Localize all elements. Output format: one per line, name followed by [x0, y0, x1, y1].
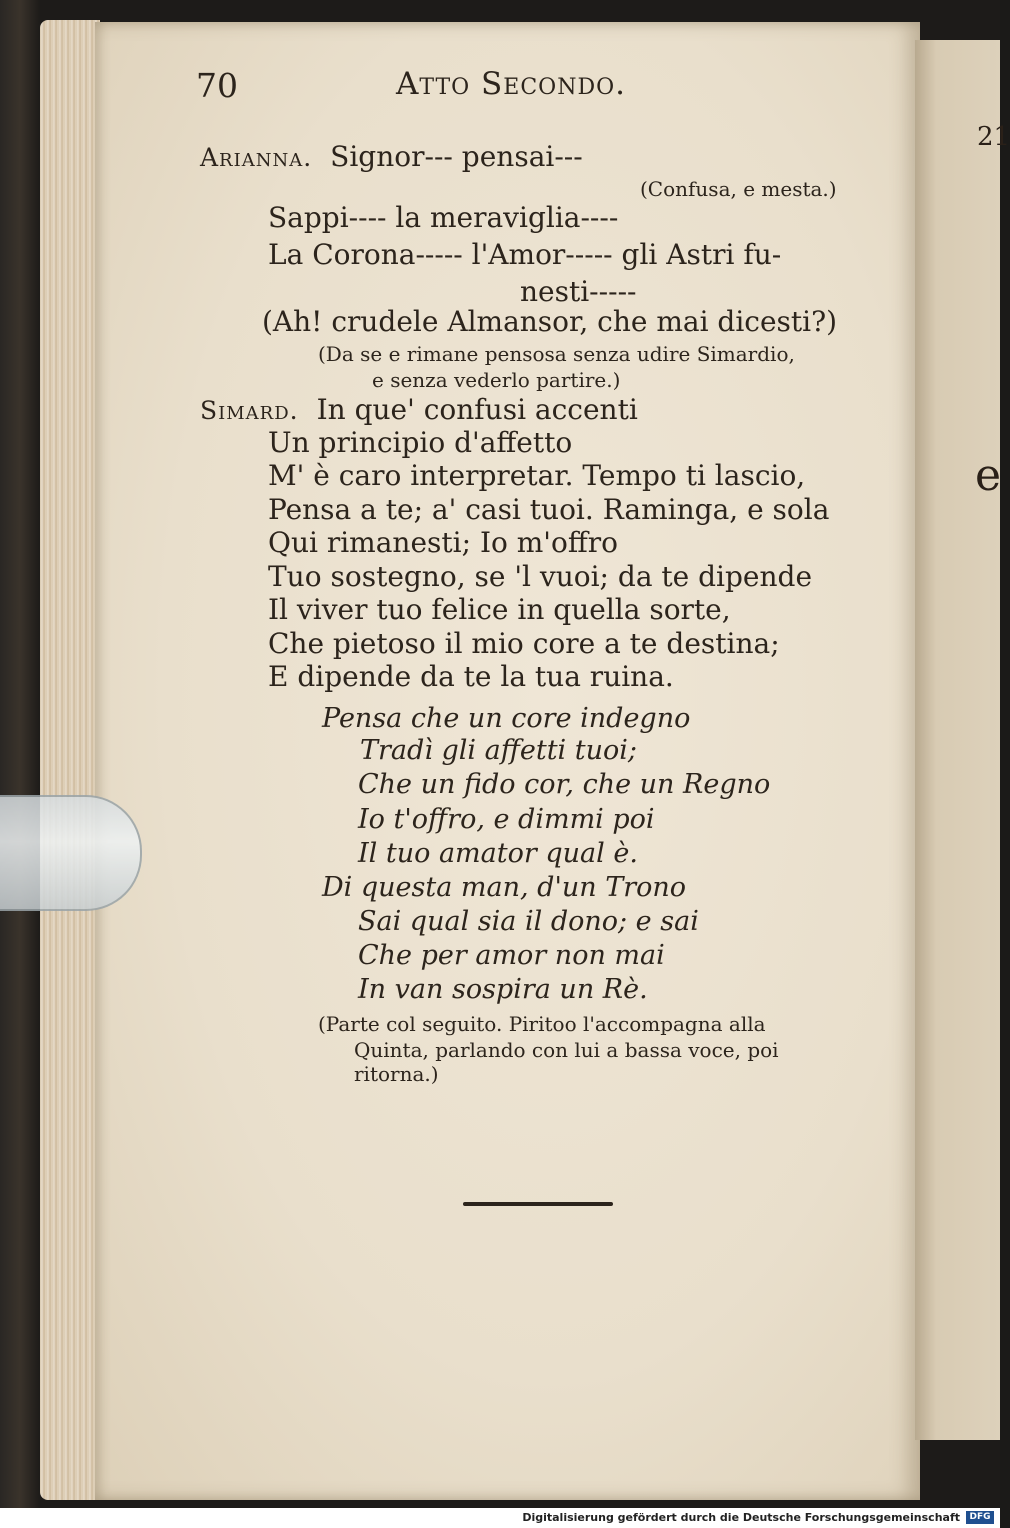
line-16: Che pietoso il mio core a te destina;	[268, 627, 780, 660]
page-number: 70	[196, 66, 238, 105]
page-header	[196, 66, 846, 110]
stage-direction: (Confusa, e mesta.)	[640, 177, 837, 201]
facing-page-number-fragment: 21	[977, 122, 1010, 152]
digitization-footer	[0, 1508, 1000, 1528]
line-10: Un principio d'affetto	[268, 426, 573, 459]
stage-direction: (Da se e rimane pensosa senza udire Simardio,	[318, 342, 795, 366]
stage-direction: ritorna.)	[354, 1062, 439, 1086]
line-12: Pensa a te; a' casi tuoi. Raminga, e sola	[268, 493, 830, 526]
line-4: La Corona----- l'Amor----- gli Astri fu-	[268, 238, 782, 271]
stage-direction: (Parte col seguito. Piritoo l'accompagna alla	[318, 1012, 766, 1036]
aria-line-5: Il tuo amator qual è.	[358, 838, 638, 869]
aria-line-2: Tradì gli affetti tuoi;	[360, 735, 638, 766]
line-text: In que' confusi accenti	[316, 393, 638, 426]
aria-line-4: Io t'offro, e dimmi poi	[358, 804, 655, 835]
speaker-name: Simard.	[200, 396, 299, 425]
page-clip	[0, 795, 142, 911]
book-fore-edge	[40, 20, 100, 1500]
running-head: Atto Secondo.	[396, 66, 626, 102]
line-9	[200, 393, 638, 426]
line-6: (Ah! crudele Almansor, che mai dicesti?)	[262, 305, 838, 338]
speaker-name: Arianna.	[200, 143, 313, 172]
facing-page-edge	[915, 40, 1010, 1440]
line-5: nesti-----	[520, 275, 637, 308]
dfg-logo: DFG	[966, 1511, 994, 1524]
line-3: Sappi---- la meraviglia----	[268, 201, 619, 234]
aria-line-9: In van sospira un Rè.	[358, 974, 648, 1005]
line-text: Signor--- pensai---	[330, 140, 583, 173]
aria-line-8: Che per amor non mai	[358, 940, 665, 971]
closing-rule	[463, 1202, 613, 1206]
line-11: M' è caro interpretar. Tempo ti lascio,	[268, 459, 806, 492]
line-15: Il viver tuo felice in quella sorte,	[268, 593, 731, 626]
aria-line-3: Che un fido cor, che un Regno	[358, 769, 771, 800]
line-17: E dipende da te la tua ruina.	[268, 660, 674, 693]
stage-direction: e senza vederlo partire.)	[372, 368, 621, 392]
aria-line-6: Di questa man, d'un Trono	[322, 872, 687, 903]
aria-line-1: Pensa che un core indegno	[322, 703, 691, 734]
line-14: Tuo sostegno, se 'l vuoi; da te dipende	[268, 560, 813, 593]
line-1	[200, 140, 583, 173]
aria-line-7: Sai qual sia il dono; e sai	[358, 906, 699, 937]
line-13: Qui rimanesti; Io m'offro	[268, 526, 618, 559]
facing-page-letter-fragment: e	[975, 450, 1002, 501]
stage-direction: Quinta, parlando con lui a bassa voce, poi	[354, 1038, 779, 1062]
funding-credit: Digitalisierung gefördert durch die Deutsche Forschungsgemeinschaft	[522, 1511, 960, 1524]
